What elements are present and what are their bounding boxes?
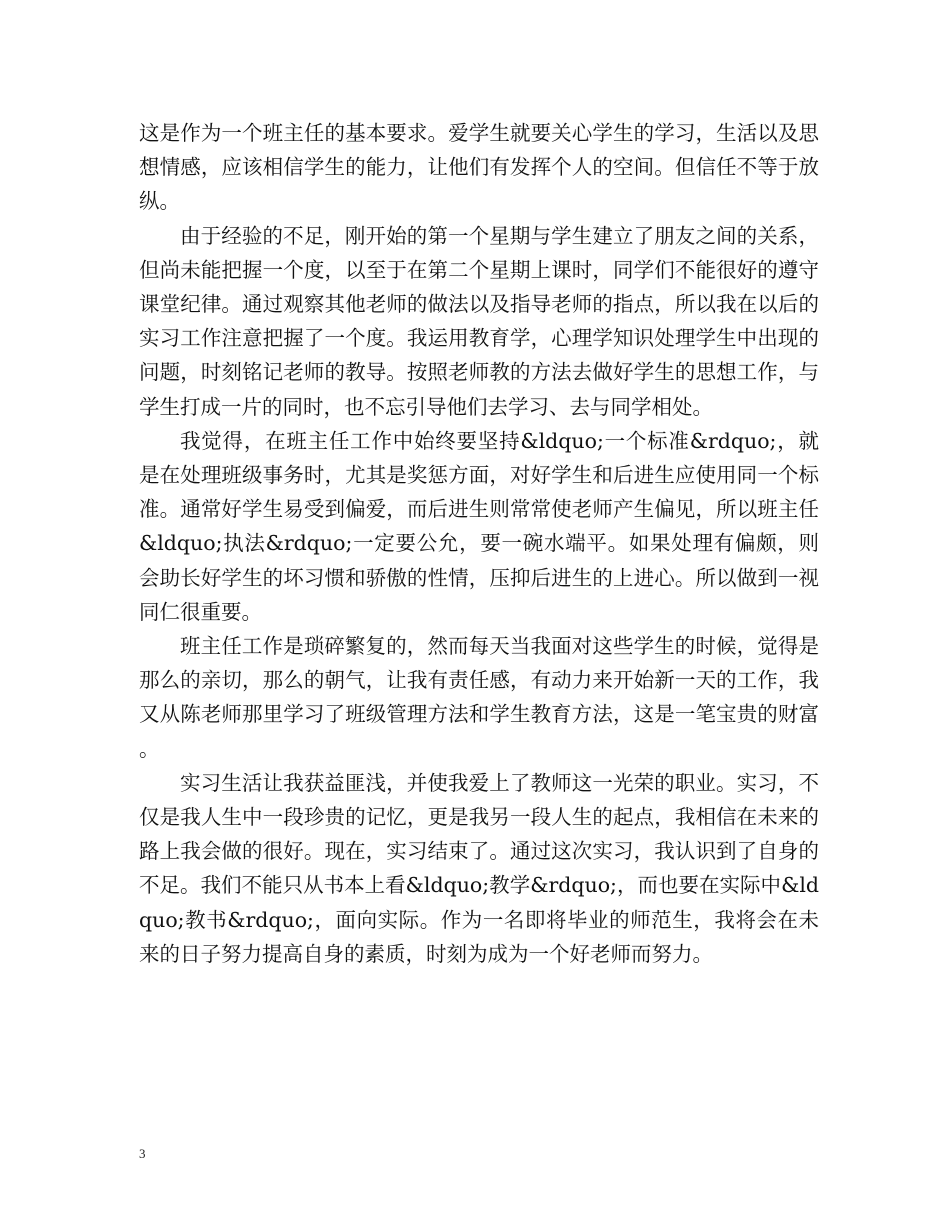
- paragraph: 我觉得，在班主任工作中始终要坚持&ldquo;一个标准&rdquo;，就是在处理班级事务时，尤其是奖惩方面，对好学生和后进生应使用同一个标准。通常好学生易受到偏爱，而后进生则常常使老师产生偏见，所以班主任&ldquo;执法&rdquo;一定要公允，要一碗水端平。如果处理有偏颇，则会助长好学生的坏习惯和骄傲的性情，压抑后进生的上进心。所以做到一视同仁很重要。: [139, 428, 819, 624]
- paragraph-continuation: 这是作为一个班主任的基本要求。爱学生就要关心学生的学习，生活以及思想情感，应该相信学生的能力，让他们有发挥个人的空间。但信任不等于放纵。: [139, 121, 819, 214]
- page-number: 3: [139, 1146, 146, 1161]
- paragraph: 实习生活让我获益匪浅，并使我爱上了教师这一光荣的职业。实习，不仅是我人生中一段珍贵的记忆，更是我另一段人生的起点，我相信在未来的路上我会做的很好。现在，实习结束了。通过这次实习，我认识到了自身的不足。我们不能只从书本上看&ldquo;教学&rdquo;，而也要在实际中&ldquo;教书&rdquo;，面向实际。作为一名即将毕业的师范生，我将会在未来的日子努力提高自身的素质，时刻为成为一个好老师而努力。: [139, 770, 819, 966]
- document-body: [139, 116, 819, 971]
- paragraph: 由于经验的不足，刚开始的第一个星期与学生建立了朋友之间的关系，但尚未能把握一个度，以至于在第二个星期上课时，同学们不能很好的遵守课堂纪律。通过观察其他老师的做法以及指导老师的指点，所以我在以后的实习工作注意把握了一个度。我运用教育学，心理学知识处理学生中出现的问题，时刻铭记老师的教导。按照老师教的方法去做好学生的思想工作，与学生打成一片的同时，也不忘引导他们去学习、去与同学相处。: [139, 223, 819, 419]
- paragraph: 班主任工作是琐碎繁复的，然而每天当我面对这些学生的时候，觉得是那么的亲切，那么的朝气，让我有责任感，有动力来开始新一天的工作，我又从陈老师那里学习了班级管理方法和学生教育方法，这是一笔宝贵的财富。: [139, 634, 819, 761]
